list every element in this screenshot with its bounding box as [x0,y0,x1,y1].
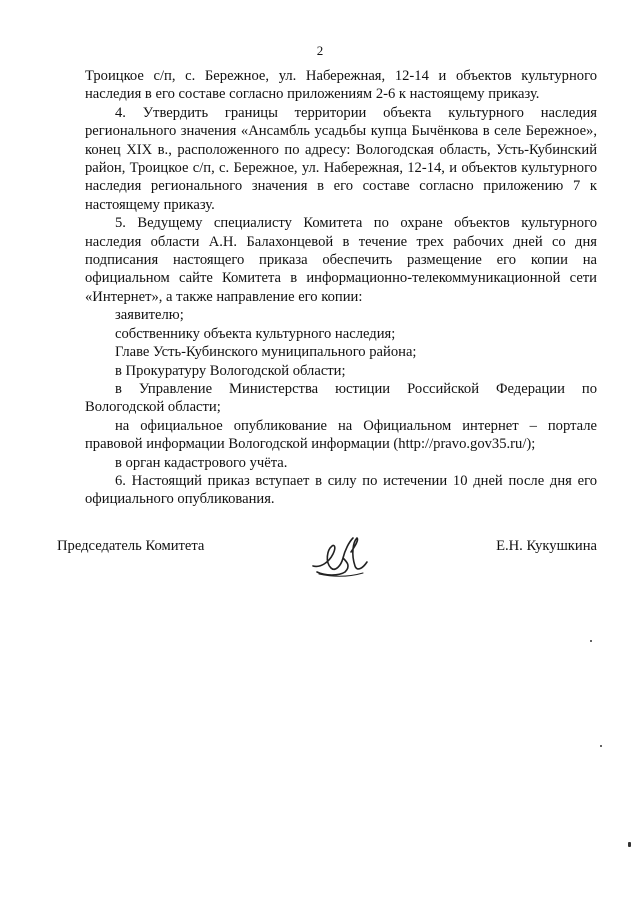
signer-title: Председатель Комитета [57,538,205,554]
scan-speck [590,640,592,642]
recipient-official-publication: на официальное опубликование на Официальном интернет – портале правовой информации Вологодской информации (http://pravo.gov35.ru/); [85,417,597,453]
signer-name: Е.Н. Кукушкина [496,538,597,554]
signature-block [57,532,597,582]
paragraph-continuation: Троицкое с/п, с. Бережное, ул. Набережная, 12-14 и объектов культурного наследия в его составе согласно приложениям 2-6 к настоящему приказу. [85,68,597,103]
handwritten-signature [305,532,385,580]
recipient-prosecutor: в Прокуратуру Вологодской области; [115,362,346,379]
recipient-applicant: заявителю; [115,307,184,324]
recipient-justice-ministry: в Управление Министерства юстиции Российской Федерации по Вологодской области; [85,380,597,416]
document-body [85,67,597,509]
paragraph-item-4: 4. Утвердить границы территории объекта культурного наследия регионального значения «Ансамбль усадьбы купца Бычёнкова в селе Бережное», конец XIX в., расположенного по адресу: Вологодская область, Усть-Кубинский район, Троицкое с/п, с. Бережное, ул. Набережная, 12-14, и объектов культурного наследия регионального значения в его составе согласно приложению 7 к настоящему приказу. [85,104,597,213]
paragraph-item-6: 6. Настоящий приказ вступает в силу по истечении 10 дней после дня его официального опубликования. [85,472,597,508]
recipient-district-head: Главе Усть-Кубинского муниципального района; [115,344,417,361]
scan-speck [628,842,631,847]
recipient-owner: собственнику объекта культурного наследия; [115,325,396,342]
paragraph-item-5: 5. Ведущему специалисту Комитета по охране объектов культурного наследия области А.Н. Балахонцевой в течение трех рабочих дней со дня подписания настоящего приказа обеспечить размещение его копии на официальном сайте Комитета в информационно-телекоммуникационной сети «Интернет», а также направление его копии: [85,215,597,305]
recipient-cadastral: в орган кадастрового учёта. [115,454,288,471]
page-number: 2 [316,43,324,58]
scan-speck [600,745,602,747]
